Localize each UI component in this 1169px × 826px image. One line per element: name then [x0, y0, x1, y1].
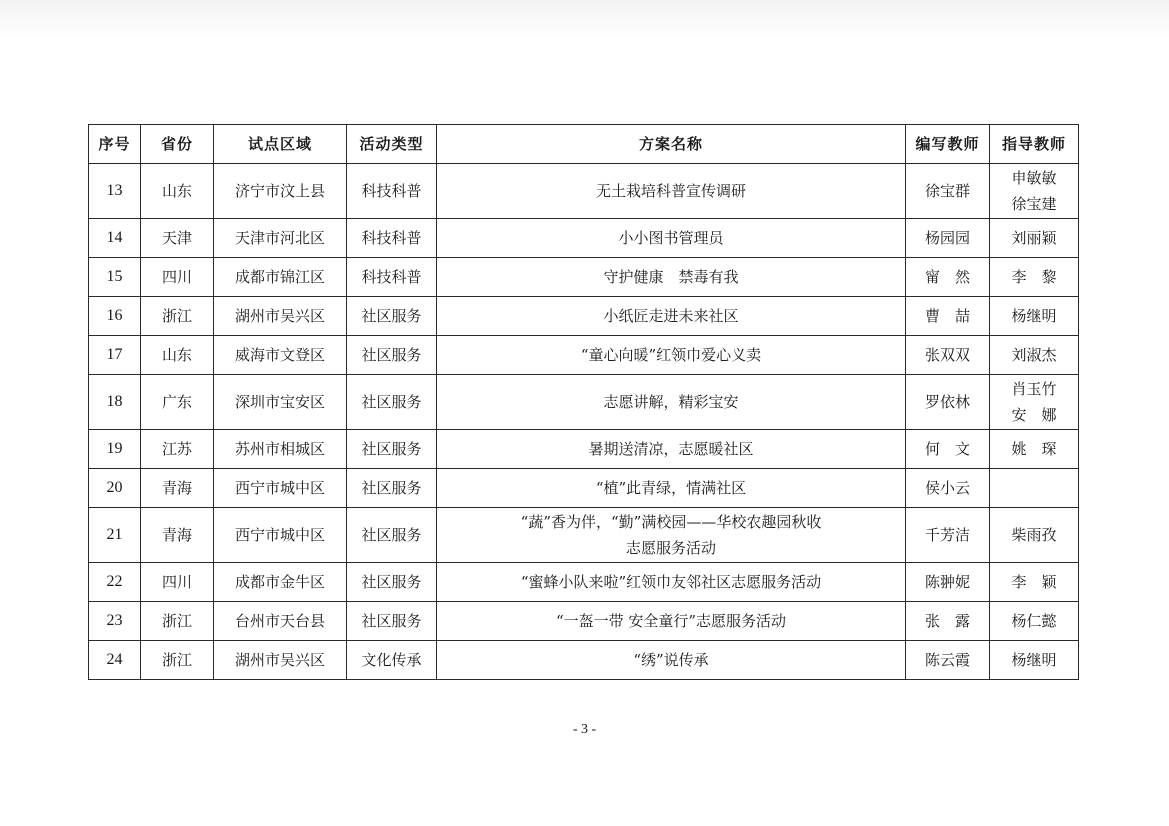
writer-teacher-cell: 侯小云	[906, 469, 990, 508]
writer-teacher-cell: 千芳洁	[906, 508, 990, 563]
advisor-name: 刘丽颖	[1011, 229, 1057, 247]
advisor-name: 李 颖	[1011, 573, 1057, 591]
region-cell: 深圳市宝安区	[214, 375, 347, 430]
page-number: - 3 -	[572, 722, 597, 737]
advisor-name: 安 娜	[1011, 406, 1057, 424]
province-cell: 山东	[141, 336, 214, 375]
advisor-teacher-cell	[990, 508, 1079, 563]
activity-table	[88, 124, 1079, 680]
advisor-name: 杨继明	[1011, 307, 1057, 325]
province-cell: 广东	[141, 375, 214, 430]
row-number-cell: 13	[89, 164, 141, 219]
plan-name-cell	[437, 164, 906, 219]
plan-name-cell	[437, 602, 906, 641]
plan-name-line: “蜜蜂小队来啦”红领巾友邻社区志愿服务活动	[520, 573, 822, 591]
province-cell: 四川	[141, 258, 214, 297]
row-number-cell: 21	[89, 508, 141, 563]
row-number-cell: 18	[89, 375, 141, 430]
region-cell: 天津市河北区	[214, 219, 347, 258]
advisor-teacher-cell	[990, 602, 1079, 641]
plan-name-cell	[437, 563, 906, 602]
row-number-cell: 24	[89, 641, 141, 680]
plan-name-line: 志愿服务活动	[625, 539, 716, 557]
row-number-cell: 19	[89, 430, 141, 469]
writer-teacher-cell: 何 文	[906, 430, 990, 469]
header-cell: 编写教师	[906, 125, 990, 164]
table-row	[89, 508, 1079, 563]
writer-teacher-cell: 陈云霞	[906, 641, 990, 680]
table-row	[89, 641, 1079, 680]
region-cell: 西宁市城中区	[214, 508, 347, 563]
advisor-teacher-cell	[990, 469, 1079, 508]
province-cell: 浙江	[141, 641, 214, 680]
plan-name-line: 无土栽培科普宣传调研	[595, 182, 746, 200]
region-cell: 湖州市吴兴区	[214, 297, 347, 336]
region-cell: 济宁市汶上县	[214, 164, 347, 219]
advisor-teacher-cell	[990, 336, 1079, 375]
writer-teacher-cell: 罗依林	[906, 375, 990, 430]
advisor-teacher-cell	[990, 430, 1079, 469]
advisor-teacher-cell	[990, 563, 1079, 602]
row-number-cell: 23	[89, 602, 141, 641]
advisor-name: 申敏敏	[1011, 169, 1057, 187]
row-number-cell: 16	[89, 297, 141, 336]
activity-type-cell: 社区服务	[347, 508, 437, 563]
writer-teacher-cell: 曹 喆	[906, 297, 990, 336]
region-cell: 台州市天台县	[214, 602, 347, 641]
province-cell: 四川	[141, 563, 214, 602]
activity-type-cell: 社区服务	[347, 602, 437, 641]
advisor-name: 肖玉竹	[1011, 380, 1057, 398]
province-cell: 山东	[141, 164, 214, 219]
plan-name-cell	[437, 430, 906, 469]
plan-name-cell	[437, 336, 906, 375]
table-row	[89, 297, 1079, 336]
plan-name-cell	[437, 297, 906, 336]
advisor-name: 李 黎	[1011, 268, 1057, 286]
header-cell: 活动类型	[347, 125, 437, 164]
table-row	[89, 258, 1079, 297]
region-cell: 成都市金牛区	[214, 563, 347, 602]
page-top-shade	[0, 0, 1169, 40]
row-number-cell: 14	[89, 219, 141, 258]
plan-name-cell	[437, 258, 906, 297]
writer-teacher-cell: 杨园园	[906, 219, 990, 258]
plan-name-line: 小小图书管理员	[618, 229, 724, 247]
activity-type-cell: 社区服务	[347, 375, 437, 430]
writer-teacher-cell: 张双双	[906, 336, 990, 375]
table-row	[89, 602, 1079, 641]
province-cell: 青海	[141, 469, 214, 508]
header-cell: 序号	[89, 125, 141, 164]
province-cell: 浙江	[141, 602, 214, 641]
advisor-name: 姚 琛	[1011, 440, 1057, 458]
plan-name-line: 守护健康 禁毒有我	[603, 268, 739, 286]
plan-name-line: 志愿讲解，精彩宝安	[603, 393, 739, 411]
advisor-name: 杨仁懿	[1011, 612, 1057, 630]
activity-type-cell: 社区服务	[347, 563, 437, 602]
activity-type-cell: 社区服务	[347, 430, 437, 469]
plan-name-cell	[437, 375, 906, 430]
row-number-cell: 15	[89, 258, 141, 297]
province-cell: 天津	[141, 219, 214, 258]
advisor-teacher-cell	[990, 641, 1079, 680]
header-cell: 方案名称	[437, 125, 906, 164]
row-number-cell: 17	[89, 336, 141, 375]
activity-type-cell: 科技科普	[347, 219, 437, 258]
plan-name-cell	[437, 219, 906, 258]
header-cell: 省份	[141, 125, 214, 164]
activity-type-cell: 社区服务	[347, 336, 437, 375]
plan-name-line: 暑期送清凉，志愿暖社区	[588, 440, 754, 458]
region-cell: 西宁市城中区	[214, 469, 347, 508]
header-cell: 指导教师	[990, 125, 1079, 164]
writer-teacher-cell: 张 露	[906, 602, 990, 641]
advisor-teacher-cell	[990, 219, 1079, 258]
advisor-name: 刘淑杰	[1011, 346, 1057, 364]
region-cell: 威海市文登区	[214, 336, 347, 375]
activity-type-cell: 社区服务	[347, 469, 437, 508]
plan-name-cell	[437, 508, 906, 563]
table-header-row	[89, 125, 1079, 164]
advisor-teacher-cell	[990, 258, 1079, 297]
row-number-cell: 22	[89, 563, 141, 602]
province-cell: 青海	[141, 508, 214, 563]
table-row	[89, 219, 1079, 258]
plan-name-line: “绣”说传承	[633, 651, 709, 669]
plan-name-line: “一盔一带 安全童行”志愿服务活动	[555, 612, 787, 630]
plan-name-line: “蔬”香为伴，“勤”满校园——华校农趣园秋收	[520, 513, 822, 531]
advisor-teacher-cell	[990, 164, 1079, 219]
table-row	[89, 469, 1079, 508]
province-cell: 浙江	[141, 297, 214, 336]
advisor-name: 杨继明	[1011, 651, 1057, 669]
row-number-cell: 20	[89, 469, 141, 508]
plan-name-line: 小纸匠走进未来社区	[603, 307, 739, 325]
table-row	[89, 430, 1079, 469]
activity-type-cell: 社区服务	[347, 297, 437, 336]
advisor-name: 柴雨孜	[1011, 526, 1057, 544]
advisor-teacher-cell	[990, 375, 1079, 430]
activity-type-cell: 科技科普	[347, 258, 437, 297]
province-cell: 江苏	[141, 430, 214, 469]
table-body	[89, 164, 1079, 680]
writer-teacher-cell: 徐宝群	[906, 164, 990, 219]
plan-name-cell	[437, 469, 906, 508]
advisor-name: 徐宝建	[1011, 195, 1057, 213]
writer-teacher-cell: 陈翀妮	[906, 563, 990, 602]
activity-type-cell: 文化传承	[347, 641, 437, 680]
plan-name-line: “童心向暖”红领巾爱心义卖	[580, 346, 762, 364]
activity-type-cell: 科技科普	[347, 164, 437, 219]
advisor-teacher-cell	[990, 297, 1079, 336]
header-cell: 试点区域	[214, 125, 347, 164]
table-row	[89, 336, 1079, 375]
plan-name-line: “植”此青绿，情满社区	[595, 479, 747, 497]
region-cell: 湖州市吴兴区	[214, 641, 347, 680]
plan-name-cell	[437, 641, 906, 680]
table-row	[89, 563, 1079, 602]
region-cell: 苏州市相城区	[214, 430, 347, 469]
region-cell: 成都市锦江区	[214, 258, 347, 297]
table-row	[89, 375, 1079, 430]
table-row	[89, 164, 1079, 219]
writer-teacher-cell: 甯 然	[906, 258, 990, 297]
